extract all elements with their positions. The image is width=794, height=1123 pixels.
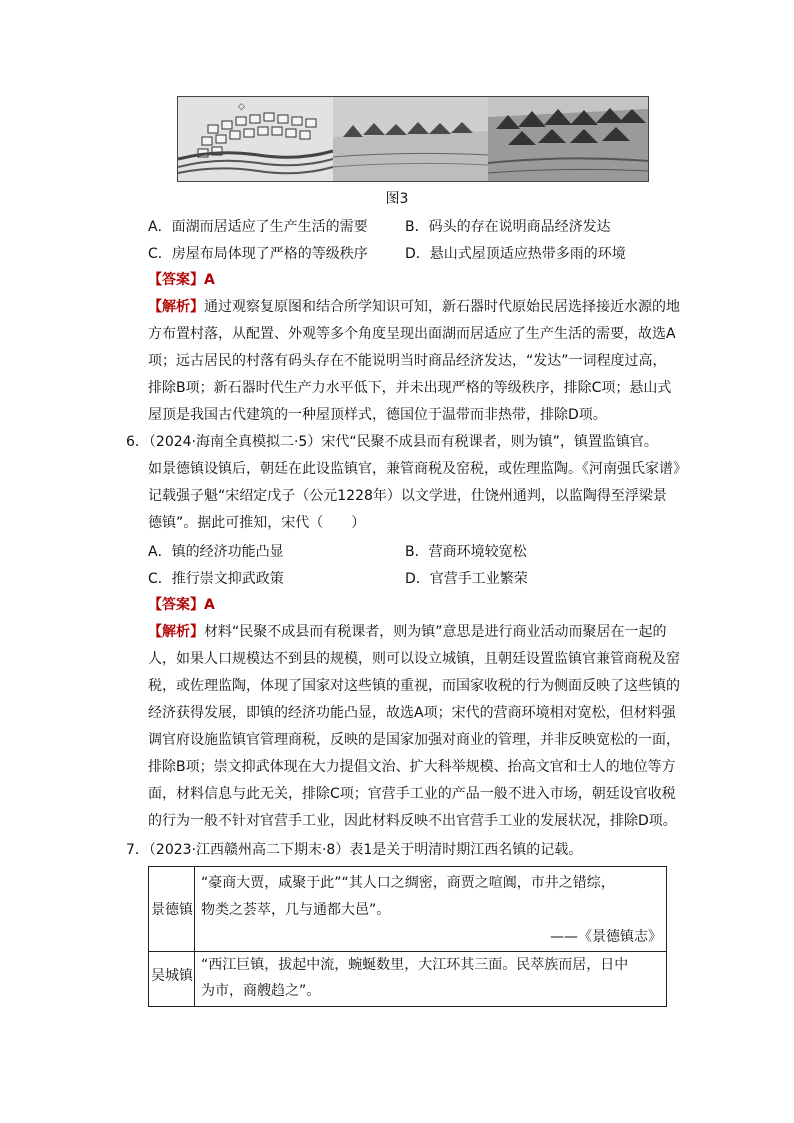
q7-stem: 7．（2023·江西赣州高二下期末·8）表1是关于明清时期江西名镇的记载。	[126, 842, 583, 858]
figure-caption: 图3	[385, 191, 409, 207]
stem-line: 德镇”。据此可推知，宋代（ ）	[148, 515, 366, 531]
record-line: “豪商大贾，咸聚于此”“其人口之绸密，商贾之喧阗，市井之错综，	[201, 875, 615, 891]
analysis-line: 排除B项；崇文抑武体现在大力提倡文治、扩大科举规模、抬高文官和士人的地位等方	[148, 759, 676, 775]
answer-tag: 【答案】	[148, 272, 204, 288]
q5-option-c: C．房屋布局体现了严格的等级秩序	[148, 246, 368, 262]
q5-answer	[148, 270, 215, 290]
record-line: 物类之荟萃，几与通都大邑”。	[201, 902, 391, 918]
analysis-tag: 【解析】	[148, 299, 204, 315]
q6-option-d: D．官营手工业繁荣	[405, 571, 528, 587]
record-line: “西江巨镇，拔起中流，蜿蜒数里，大江环其三面。民萃族而居，日中	[201, 957, 629, 973]
analysis-line: 屋顶是我国古代建筑的一种屋顶样式，德国位于温带而非热带，排除D项。	[148, 407, 607, 423]
records-table	[148, 866, 667, 1007]
analysis-tag: 【解析】	[148, 624, 204, 640]
table-row	[149, 951, 666, 1007]
analysis-line: 经济获得发展，即镇的经济功能凸显，故选A项；宋代的营商环境相对宽松，但材料强	[148, 705, 676, 721]
analysis-line: 项；远古居民的村落有码头存在不能说明当时商品经济发达，“发达”一词程度过高，	[148, 353, 667, 369]
answer-value: A	[204, 272, 215, 288]
q6-option-b: B．营商环境较宽松	[405, 544, 527, 560]
stem-line: 6．（2024·海南全真模拟二·5）宋代“民聚不成县而有税课者，则为镇”，镇置监镇官。	[126, 434, 658, 450]
q6-answer	[148, 595, 215, 615]
record-line: 为市，商艘趋之”。	[201, 983, 321, 999]
stem-line: 如景德镇设镇后，朝廷在此设监镇官，兼管商税及窑税，或佐理监陶。《河南强氏家谱》	[148, 461, 687, 477]
analysis-line: 排除B项；新石器时代生产力水平低下，并未出现严格的等级秩序，排除C项；悬山式	[148, 380, 672, 396]
table-row	[149, 867, 666, 952]
analysis-line: 方布置村落，从配置、外观等多个角度呈现出面湖而居适应了生产生活的需要，故选A	[148, 326, 676, 342]
q6-option-a: A．镇的经济功能凸显	[148, 544, 284, 560]
analysis-line: 税，或佐理监陶，体现了国家对这些镇的重视，而国家收税的行为侧面反映了这些镇的	[148, 678, 680, 694]
village-reconstruction-illustration	[178, 97, 648, 181]
q5-option-a: A．面湖而居适应了生产生活的需要	[148, 219, 368, 235]
q5-option-d: D．悬山式屋顶适应热带多雨的环境	[405, 246, 626, 262]
town-name: 景德镇	[151, 902, 193, 918]
q6-option-c: C．推行崇文抑武政策	[148, 571, 284, 587]
analysis-line: 【解析】通过观察复原图和结合所学知识可知，新石器时代原始民居选择接近水源的地	[148, 299, 680, 315]
analysis-line: 【解析】材料“民聚不成县而有税课者，则为镇”意思是进行商业活动而聚居在一起的	[148, 624, 667, 640]
answer-tag: 【答案】	[148, 597, 204, 613]
analysis-line: 的行为一般不针对官营手工业，因此材料反映不出官营手工业的发展状况，排除D项。	[148, 813, 677, 829]
analysis-line: 调官府设施监镇官管理商税，反映的是国家加强对商业的管理，并非反映宽松的一面，	[148, 732, 680, 748]
q5-option-b: B．码头的存在说明商品经济发达	[405, 219, 611, 235]
svg-text:◇: ◇	[238, 102, 245, 112]
town-name: 吴城镇	[151, 968, 193, 984]
analysis-line: 面，材料信息与此无关，排除C项；官营手工业的产品一般不进入市场，朝廷设官收税	[148, 786, 676, 802]
stem-line: 记载强子魁“宋绍定戊子（公元1228年）以文学进，仕饶州通判，以监陶得至浮梁景	[148, 488, 667, 504]
figure-3-image	[177, 96, 649, 182]
answer-value: A	[204, 597, 215, 613]
record-source: ——《景德镇志》	[550, 929, 662, 945]
analysis-line: 人，如果人口规模达不到县的规模，则可以设立城镇，且朝廷设置监镇官兼管商税及窑	[148, 651, 680, 667]
